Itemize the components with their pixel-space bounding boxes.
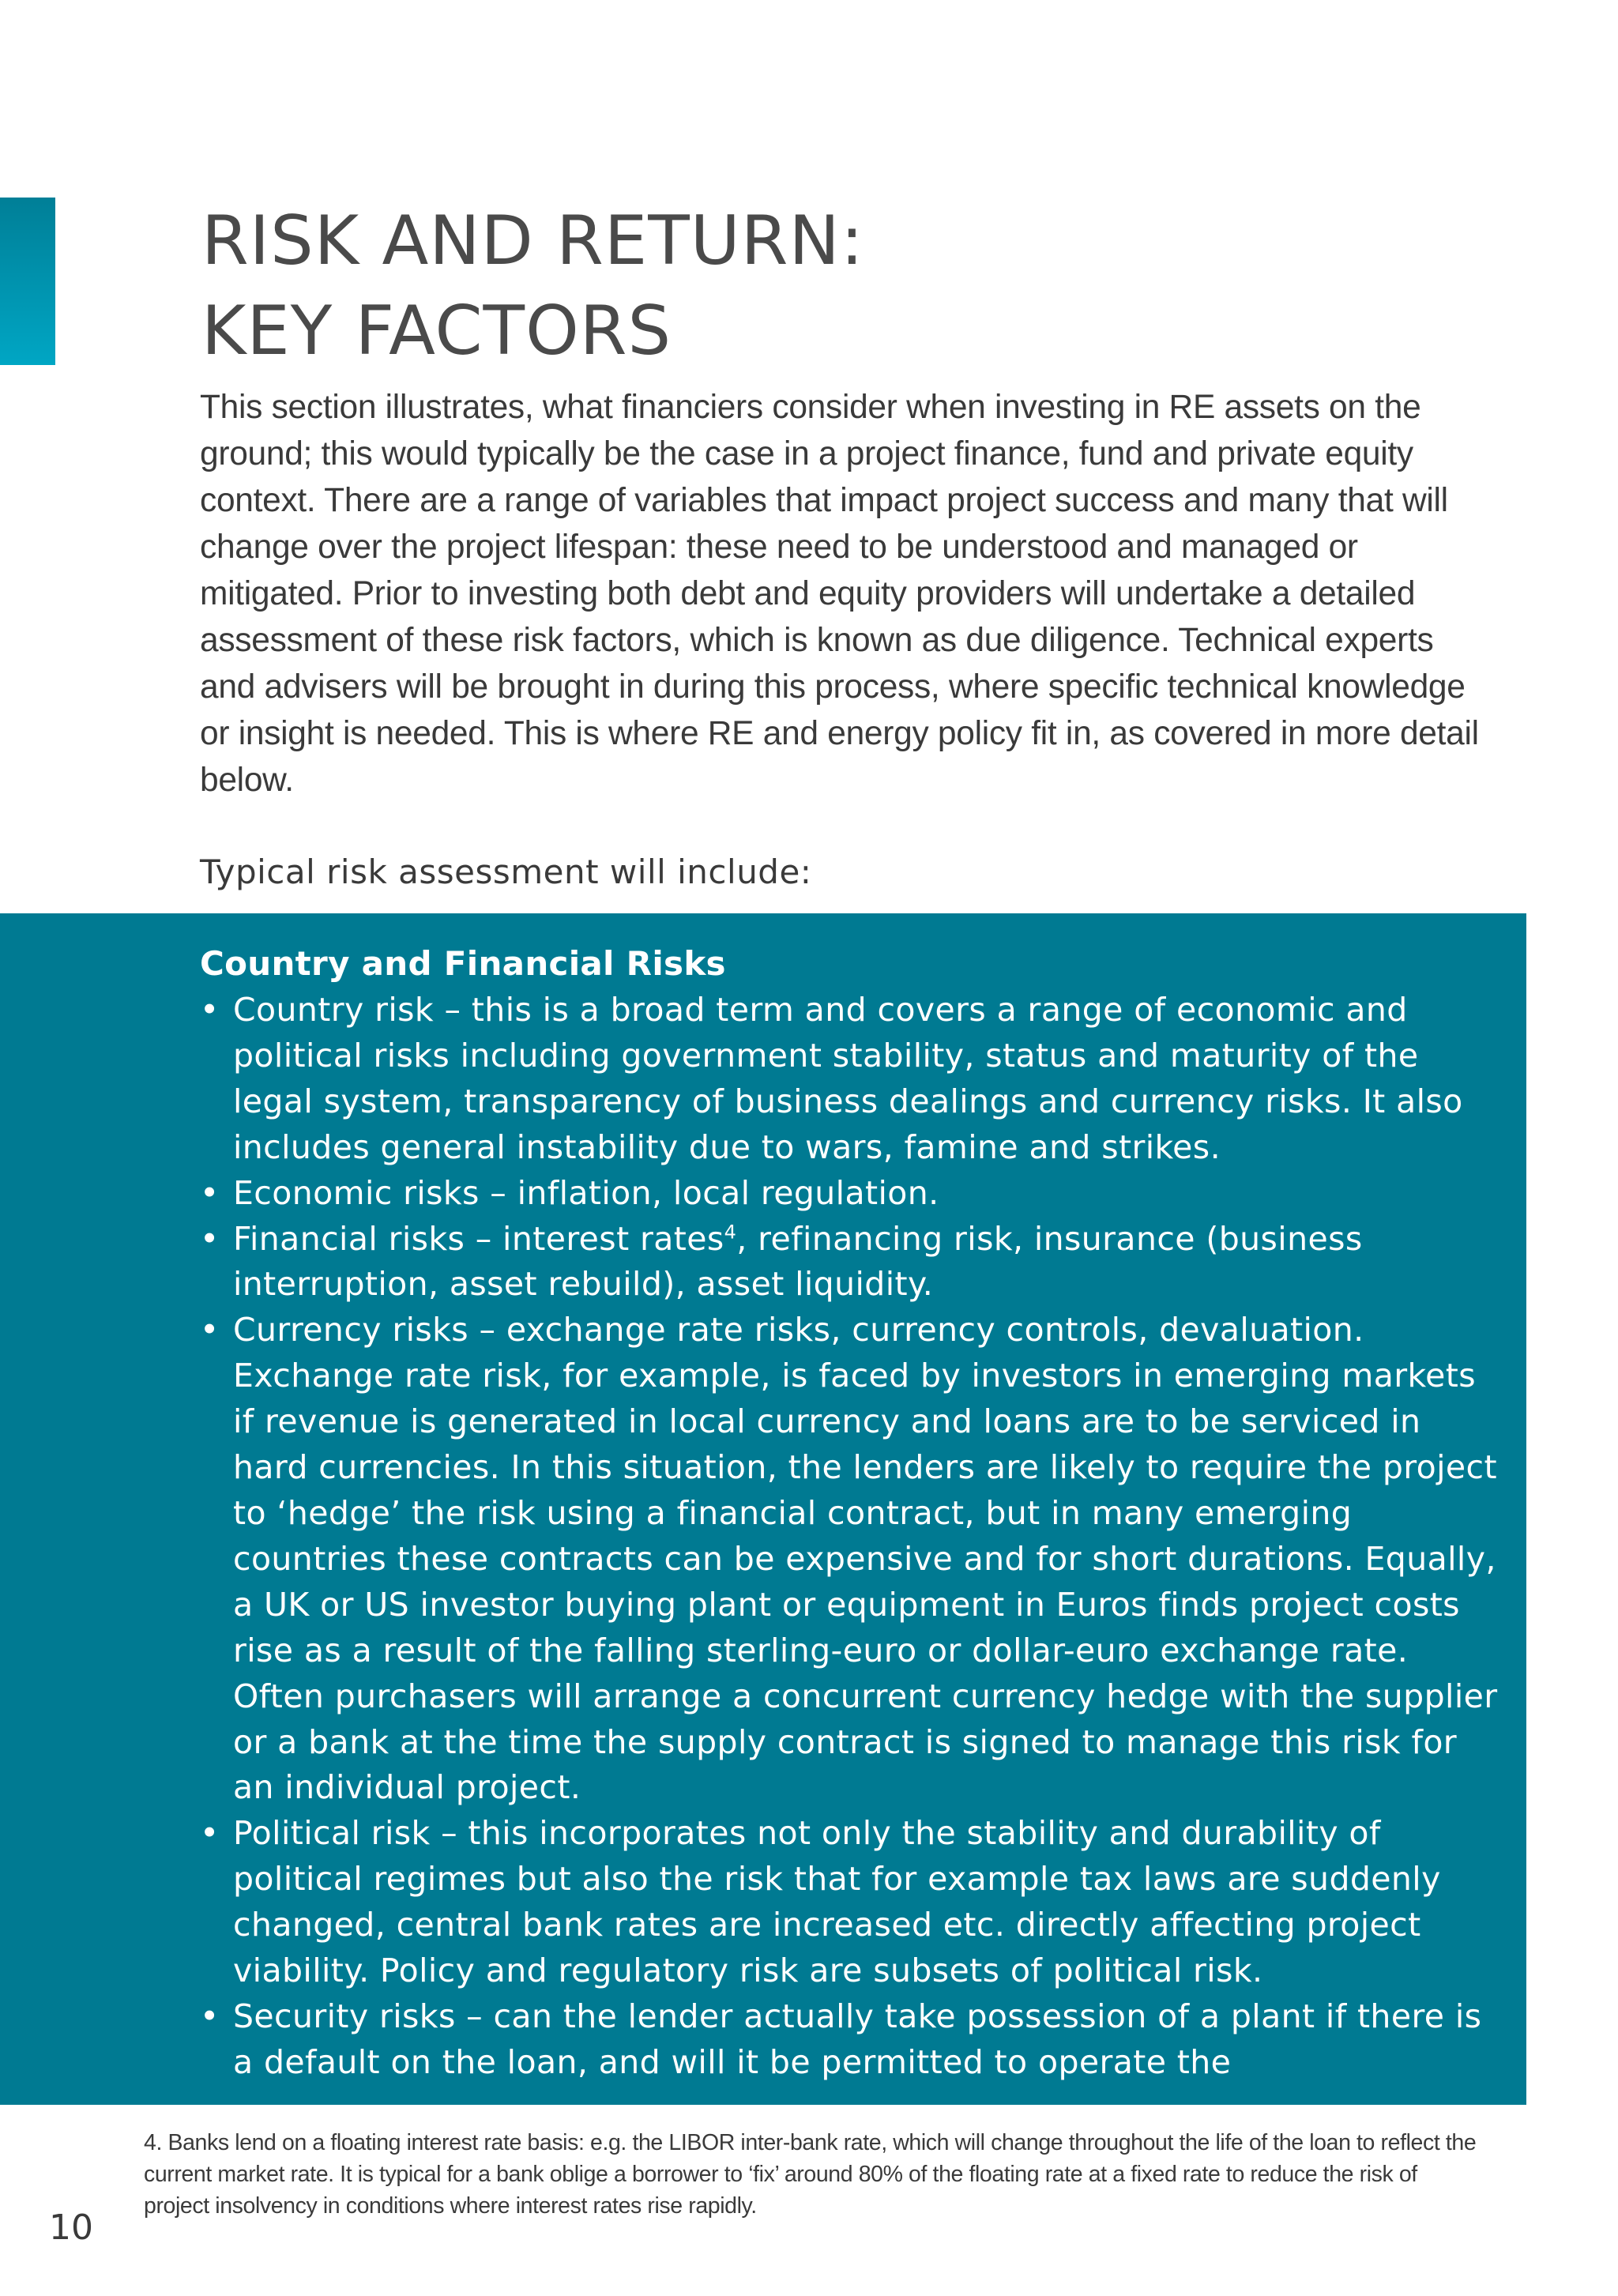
intro-paragraph: This section illustrates, what financiers consider when investing in RE assets on the ground; this would typically be the case in a project finance, fund and private equity context. There are a range of variables that impact project success and many that will change over the project lifespan: these need to be understood and managed or mitigated. Prior to investing both debt and equity providers will undertake a detailed assessment of these risk factors, which is known as due diligence. Technical experts and advisers will be brought in during this process, where specific technical knowledge or insight is needed. This is where RE and energy policy fit in, as covered in more detail below. [200, 389, 1479, 799]
page-number: 10 [49, 2208, 93, 2248]
page-title [201, 196, 864, 376]
footnote-ref-4[interactable]: 4 [724, 1220, 737, 1243]
risk-item-political: • Political risk – this incorporates not only the stability and durability of political regimes but also the risk that for example tax laws are suddenly changed, central bank rates are increased etc. directly affecting project viability. Policy and regulatory risk are subsets of political risk. [200, 1811, 1503, 1994]
risk-item-economic: • Economic risks – inflation, local regulation. [200, 1171, 1503, 1217]
risk-assessment-lead: Typical risk assessment will include: [200, 853, 812, 891]
footnote-4: 4. Banks lend on a floating interest rate basis: e.g. the LIBOR inter-bank rate, which will change throughout the life of the loan to reflect the current market rate. It is typical for a bank oblige a borrower to ‘fix’ around 80% of the floating rate at a fixed rate to reduce the risk of project insolvency in conditions where interest rates rise rapidly. [144, 2130, 1477, 2219]
risk-item-financial-text-start: Financial risks – interest rates [233, 1219, 724, 1258]
panel-heading: Country and Financial Risks [200, 944, 726, 983]
side-accent-bar [0, 198, 55, 365]
page-title-line-2: KEY FACTORS [201, 292, 672, 371]
risk-list [200, 988, 1503, 2086]
risk-item-financial-text-end: , refinancing risk, insurance (business interruption, asset rebuild), asset liquidity. [233, 1219, 1363, 1304]
risk-item-currency: • Currency risks – exchange rate risks, currency controls, devaluation. Exchange rate risk, for example, is faced by investors in emerging markets if revenue is generated in local currency and loans are to be serviced in hard currencies. In this situation, the lenders are likely to require the project to ‘hedge’ the risk using a financial contract, but in many emerging countries these contracts can be expensive and for short durations. Equally, a UK or US investor buying plant or equipment in Euros finds project costs rise as a result of the falling sterling-euro or dollar-euro exchange rate. Often purchasers will arrange a concurrent currency hedge with the supplier or a bank at the time the supply contract is signed to manage this risk for an individual project. [200, 1308, 1503, 1811]
risk-item-country: • Country risk – this is a broad term and covers a range of economic and political risks including government stability, status and maturity of the legal system, transparency of business dealings and currency risks. It also includes general instability due to wars, famine and strikes. [200, 988, 1503, 1171]
risk-item-security: • Security risks – can the lender actually take possession of a plant if there is a default on the loan, and will it be permitted to operate the [200, 1994, 1503, 2086]
risk-item-financial [200, 1217, 1503, 1308]
page-title-line-1: RISK AND RETURN: [201, 201, 864, 280]
